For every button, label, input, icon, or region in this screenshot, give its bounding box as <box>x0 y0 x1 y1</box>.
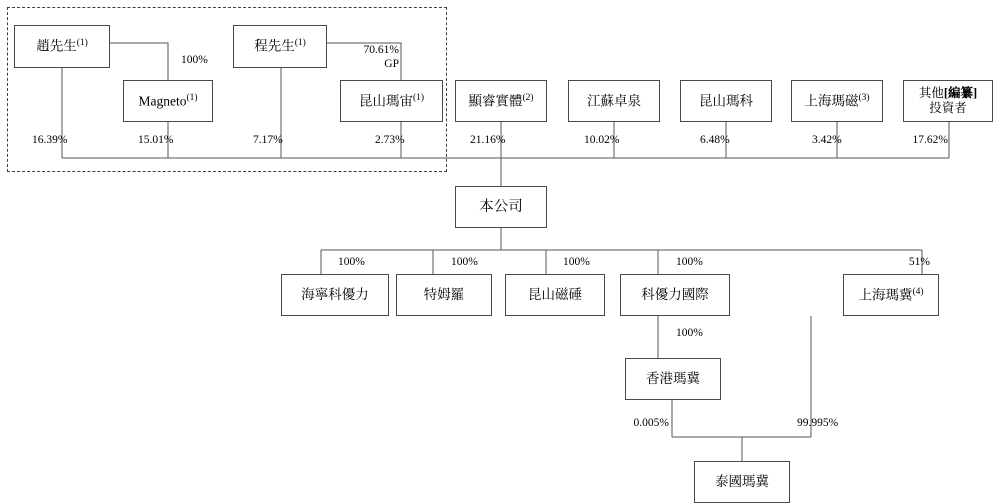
node-shanghai-maji <box>843 274 939 316</box>
node-magneto-label: Magneto$^{(1)}$ <box>138 92 198 109</box>
node-xianrui-label: 顯睿實體$^{(2)}$ <box>468 92 534 109</box>
pct-magneto-to-company: 15.01% <box>138 134 174 146</box>
node-jiangsu-label: 江蘇卓泉 <box>587 93 641 109</box>
node-temuluo-label: 特姆羅 <box>423 287 465 303</box>
pct-zhao-to-magneto: 100% <box>181 54 208 66</box>
node-company-label: 本公司 <box>479 198 523 215</box>
node-jiangsu <box>568 80 660 122</box>
pct-shanghai-maji-to-thai-maji: 99.995% <box>797 417 839 429</box>
node-hk-maji-label: 香港瑪冀 <box>646 371 700 387</box>
node-keyouli-international-label: 科優力國際 <box>641 287 709 303</box>
pct-company-to-keyouli-international: 100% <box>676 256 703 268</box>
node-zhao-label: 趙先生$^{(1)}$ <box>36 38 88 54</box>
pct-company-to-temuluo: 100% <box>451 256 478 268</box>
node-other-investors <box>903 80 993 122</box>
node-keyouli-international <box>620 274 730 316</box>
node-thai-maji <box>694 461 790 503</box>
node-shanghai-maci-label: 上海瑪磁$^{(3)}$ <box>804 92 870 109</box>
pct-kunshan-make-to-company: 6.48% <box>700 134 730 146</box>
node-company <box>455 186 547 228</box>
pct-shanghai-maci-to-company: 3.42% <box>812 134 842 146</box>
pct-jiangsu-to-company: 10.02% <box>584 134 620 146</box>
pct-cheng-to-company: 7.17% <box>253 134 283 146</box>
pct-company-to-haining: 100% <box>338 256 365 268</box>
node-temuluo <box>396 274 492 316</box>
node-cheng <box>233 25 327 68</box>
node-cheng-label: 程先生$^{(1)}$ <box>254 38 306 54</box>
node-kunshan-make <box>680 80 772 122</box>
node-zhao <box>14 25 110 68</box>
pct-hk-maji-to-thai-maji: 0.005% <box>633 417 669 429</box>
pct-company-to-kunshan-citui: 100% <box>563 256 590 268</box>
node-shanghai-maji-label: 上海瑪冀$^{(4)}$ <box>858 286 924 303</box>
pct-cheng-to-kunshan-mazhou: 70.61% <box>363 44 399 56</box>
node-kunshan-citui <box>505 274 605 316</box>
node-kunshan-citui-label: 昆山磁硾 <box>528 287 582 303</box>
node-kunshan-mazhou <box>340 80 443 122</box>
node-thai-maji-label: 泰國瑪冀 <box>715 474 769 490</box>
node-magneto <box>123 80 213 122</box>
node-shanghai-maci <box>791 80 883 122</box>
pct-others-to-company: 17.62% <box>912 134 948 146</box>
node-haining-keyouli <box>281 274 389 316</box>
node-kunshan-mazhou-label: 昆山瑪宙$^{(1)}$ <box>358 92 425 109</box>
node-other-investors-label: 其他[編纂] 投資者 <box>918 86 978 115</box>
pct-xianrui-to-company: 21.16% <box>470 134 506 146</box>
pct-zhao-to-company: 16.39% <box>32 134 68 146</box>
pct-kunshan-mazhou-to-company: 2.73% <box>375 134 405 146</box>
pct-keyouli-to-hk-maji: 100% <box>676 327 703 339</box>
node-kunshan-make-label: 昆山瑪科 <box>699 93 753 109</box>
node-xianrui <box>455 80 547 122</box>
node-hk-maji <box>625 358 721 400</box>
pct-cheng-to-kunshan-mazhou-gp: GP <box>384 58 399 70</box>
pct-company-to-shanghai-maji: 51% <box>908 256 930 268</box>
node-haining-keyouli-label: 海寧科優力 <box>301 287 369 303</box>
